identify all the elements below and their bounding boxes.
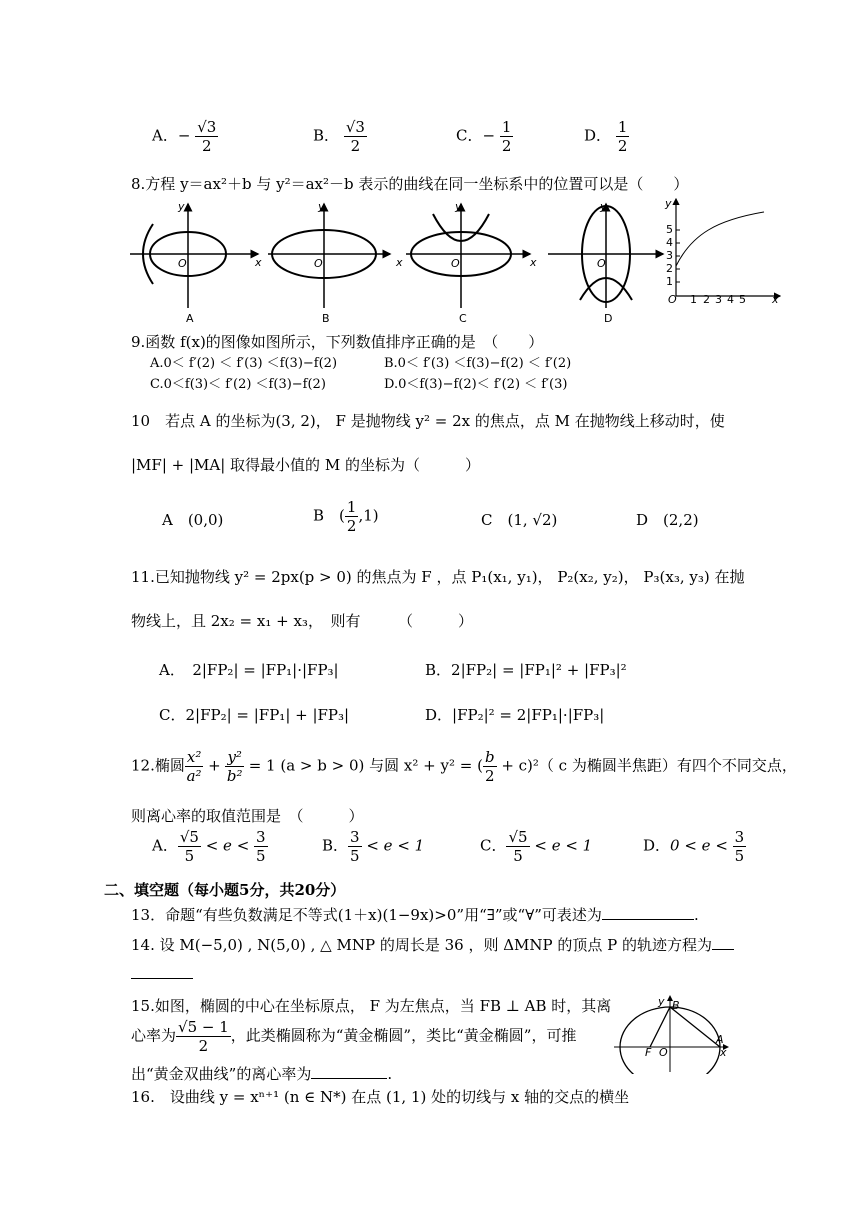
q11-option-a: A． 2|FP₂| = |FP₁|·|FP₃| — [159, 661, 339, 679]
option-letter: C． — [456, 126, 483, 145]
option-pre: 0 < e < — [670, 836, 733, 855]
section-title: 二、填空题（每小题5分，共20分） — [104, 881, 346, 899]
option-letter: D． — [643, 836, 671, 855]
fig-d-y-label: y — [600, 200, 607, 213]
fraction — [345, 498, 359, 535]
q11-option-c: C．2|FP₂| = |FP₁| + |FP₃| — [159, 706, 350, 724]
fig-c-origin: O — [451, 257, 460, 270]
denominator: 2 — [501, 137, 512, 155]
numerator: √3 — [345, 118, 365, 136]
numerator: y² — [227, 748, 242, 766]
q13-end: . — [693, 906, 699, 924]
fraction — [185, 748, 203, 785]
fraction — [733, 828, 747, 865]
fraction — [483, 748, 497, 785]
option-rest: < e < 1 — [361, 836, 425, 855]
option-letter: B — [313, 506, 325, 525]
q9-x-tick: 5 — [739, 293, 746, 306]
numerator: √3 — [197, 118, 217, 136]
denominator: 5 — [734, 847, 745, 865]
option-rest: < e < — [200, 836, 255, 855]
fig-a-x-label: x — [255, 256, 262, 269]
q9-x-tick: 4 — [727, 293, 734, 306]
q12-option-d — [643, 828, 746, 865]
q9-option-a: A.0＜ f′(2) ＜ f′(3) ＜f(3)−f(2) — [150, 356, 338, 371]
figure-c — [406, 204, 530, 308]
q12-line2: 则离心率的取值范围是 （ ） — [131, 807, 364, 825]
q7-option-b — [313, 118, 367, 155]
q10-line2: |MF| + |MA| 取得最小值的 M 的坐标为（ ） — [131, 456, 480, 474]
option-rest: ,1 — [358, 506, 373, 525]
option-letter: A． — [152, 126, 178, 145]
fig-label-d: D — [604, 312, 613, 325]
fraction — [195, 118, 218, 155]
q15-stem: 出“黄金双曲线”的离心率为 — [131, 1065, 312, 1083]
fig-b-y-label: y — [318, 200, 325, 213]
q14-answer-blank[interactable] — [712, 949, 734, 950]
numerator: 1 — [501, 118, 512, 136]
fraction — [348, 828, 362, 865]
q11-line2: 物线上，且 2x₂ = x₁ + x₃， 则有 （ ） — [131, 612, 473, 630]
numerator: 3 — [350, 828, 360, 846]
option-letter: B． — [322, 836, 349, 855]
q9-y-label: y — [665, 197, 672, 210]
q11-option-d: D．|FP₂|² = 2|FP₁|·|FP₃| — [425, 706, 605, 724]
denominator: 5 — [184, 847, 195, 865]
denominator: b² — [226, 767, 243, 785]
q15-point-f: F — [645, 1046, 652, 1059]
numerator: 3 — [256, 828, 266, 846]
fig-label-a: A — [186, 312, 194, 325]
fraction — [178, 828, 201, 865]
q9-stem: 9.函数 f(x)的图像如图所示，下列数值排序正确的是 （ ） — [131, 333, 544, 351]
q9-y-tick: 3 — [666, 249, 673, 262]
option-sign: − — [482, 126, 496, 145]
fraction — [176, 1018, 231, 1055]
q9-y-tick: 1 — [666, 275, 673, 288]
q9-x-tick: 2 — [703, 293, 710, 306]
denominator: a² — [186, 767, 202, 785]
numerator: √5 − 1 — [178, 1018, 229, 1036]
fraction — [500, 118, 514, 155]
denominator: 2 — [617, 137, 628, 155]
option-letter: A． — [152, 836, 178, 855]
q9-option-d: D.0＜f(3)−f(2)＜ f′(2) ＜ f′(3) — [384, 377, 568, 392]
q10-option-d: D (2,2) — [636, 511, 699, 529]
fig-label-b: B — [322, 312, 330, 325]
denominator: 2 — [198, 1037, 209, 1055]
fig-b-origin: O — [314, 257, 323, 270]
q12-tail: + c)²（ c 为椭圆半焦距）有四个不同交点， — [496, 756, 797, 775]
q9-x-label: x — [772, 293, 779, 306]
q14-text — [131, 935, 734, 955]
q16-text: 16. 设曲线 y = xⁿ⁺¹ (n ∈ N*) 在点 (1, 1) 处的切线与 x 轴的交点的横坐 — [131, 1088, 630, 1106]
q15-point-a: A — [716, 1033, 724, 1046]
q12-mid: = 1 (a > b > 0) 与圆 x² + y² = ( — [243, 756, 483, 775]
q9-y-tick: 2 — [666, 262, 673, 275]
option-letter: B． — [313, 126, 340, 145]
q15-y-label: y — [658, 995, 665, 1008]
denominator: 5 — [256, 847, 266, 865]
denominator: 2 — [350, 137, 361, 155]
q10-option-b: B ( $\frac{1}{2}$ ,1) — [313, 498, 379, 535]
numerator: √5 — [508, 828, 528, 846]
option-letter: C． — [480, 836, 507, 855]
q9-option-b: B.0＜ f′(3) ＜f(3)−f(2) ＜ f′(2) — [384, 356, 572, 371]
fig-a-origin: O — [178, 257, 187, 270]
q12-option-c — [480, 828, 592, 865]
q15-line1: 15.如图，椭圆的中心在坐标原点， F 为左焦点，当 FB ⊥ AB 时，其离 — [131, 997, 612, 1015]
q9-y-tick: 5 — [666, 223, 673, 236]
q15-point-b: B — [672, 999, 680, 1012]
denominator: 5 — [350, 847, 360, 865]
q15-line2 — [131, 1018, 576, 1055]
q15-pre: 心率为 — [131, 1026, 177, 1045]
fig-d-origin: O — [597, 257, 606, 270]
q9-origin: O — [668, 293, 677, 306]
fig-a-y-label: y — [178, 200, 185, 213]
q10-option-c: C (1, √2) — [481, 511, 558, 529]
numerator: x² — [186, 748, 202, 766]
q8-stem: 8.方程 y＝ax²＋b 与 y²＝ax²－b 表示的曲线在同一坐标系中的位置可以是（ ） — [131, 175, 689, 193]
option-rest: < e < 1 — [529, 836, 593, 855]
numerator: 1 — [346, 498, 357, 516]
fig-label-c: C — [459, 312, 467, 325]
q12-option-a — [152, 828, 268, 865]
numerator: 3 — [734, 828, 745, 846]
q9-x-tick: 1 — [690, 293, 697, 306]
fraction — [344, 118, 367, 155]
q7-option-d — [584, 118, 629, 155]
fig-c-x-label: x — [530, 256, 537, 269]
numerator: b — [484, 748, 495, 766]
fraction — [506, 828, 529, 865]
fig-c-y-label: y — [455, 200, 462, 213]
figure-d — [548, 204, 663, 308]
q12-plus: + — [203, 756, 226, 775]
q11-option-b: B．2|FP₂| = |FP₁|² + |FP₃|² — [425, 661, 627, 679]
q15-x-label: x — [720, 1046, 727, 1059]
q15-answer-blank[interactable] — [311, 1078, 387, 1079]
q13-text — [131, 905, 699, 925]
q9-graph — [662, 196, 782, 306]
q9-y-tick: 4 — [666, 236, 673, 249]
denominator: 2 — [484, 767, 495, 785]
q12-option-b — [322, 828, 424, 865]
q9-option-c: C.0＜f(3)＜ f′(2) ＜f(3)−f(2) — [150, 377, 326, 392]
q15-post: ，此类椭圆称为“黄金椭圆”，类比“黄金椭圆”，可推 — [230, 1026, 577, 1045]
q13-stem: 13．命题“有些负数满足不等式(1＋x)(1−9x)>0”用“∃”或“∀”可表述为 — [131, 906, 602, 924]
denominator: 2 — [346, 517, 357, 535]
q12-prefix: 12.椭圆 — [131, 756, 185, 775]
q10-line1: 10 若点 A 的坐标为(3, 2)， F 是抛物线 y² = 2x 的焦点，点 M 在抛物线上移动时，使 — [131, 412, 725, 430]
q15-line3 — [131, 1064, 392, 1084]
q7-option-a — [152, 118, 218, 155]
q14-stem: 14. 设 M(−5,0) , N(5,0) , △ MNP 的周长是 36 ，则 ΔMNP 的顶点 P 的轨迹方程为 — [131, 936, 713, 954]
q11-line1: 11.已知抛物线 y² = 2px(p > 0) 的焦点为 F ，点 P₁(x₁, y₁)， P₂(x₂, y₂)， P₃(x₃, y₃) 在抛 — [131, 568, 745, 586]
numerator: 1 — [617, 118, 628, 136]
q15-origin: O — [659, 1046, 668, 1059]
q14-answer-blank-cont[interactable] — [131, 978, 193, 979]
option-sign: − — [177, 126, 191, 145]
fraction — [225, 748, 244, 785]
figure-a — [130, 204, 258, 308]
option-letter: D． — [584, 126, 612, 145]
figure-b — [268, 204, 390, 308]
fraction — [616, 118, 630, 155]
q13-answer-blank[interactable] — [602, 919, 694, 920]
q9-x-tick: 3 — [715, 293, 722, 306]
numerator: √5 — [179, 828, 199, 846]
q12-line1 — [131, 748, 797, 785]
denominator: 2 — [201, 137, 212, 155]
fig-b-x-label: x — [396, 256, 403, 269]
q15-end: . — [387, 1065, 393, 1083]
fraction — [254, 828, 268, 865]
denominator: 5 — [513, 847, 523, 865]
q10-option-a: A (0,0) — [162, 511, 224, 529]
q7-option-c — [456, 118, 513, 155]
